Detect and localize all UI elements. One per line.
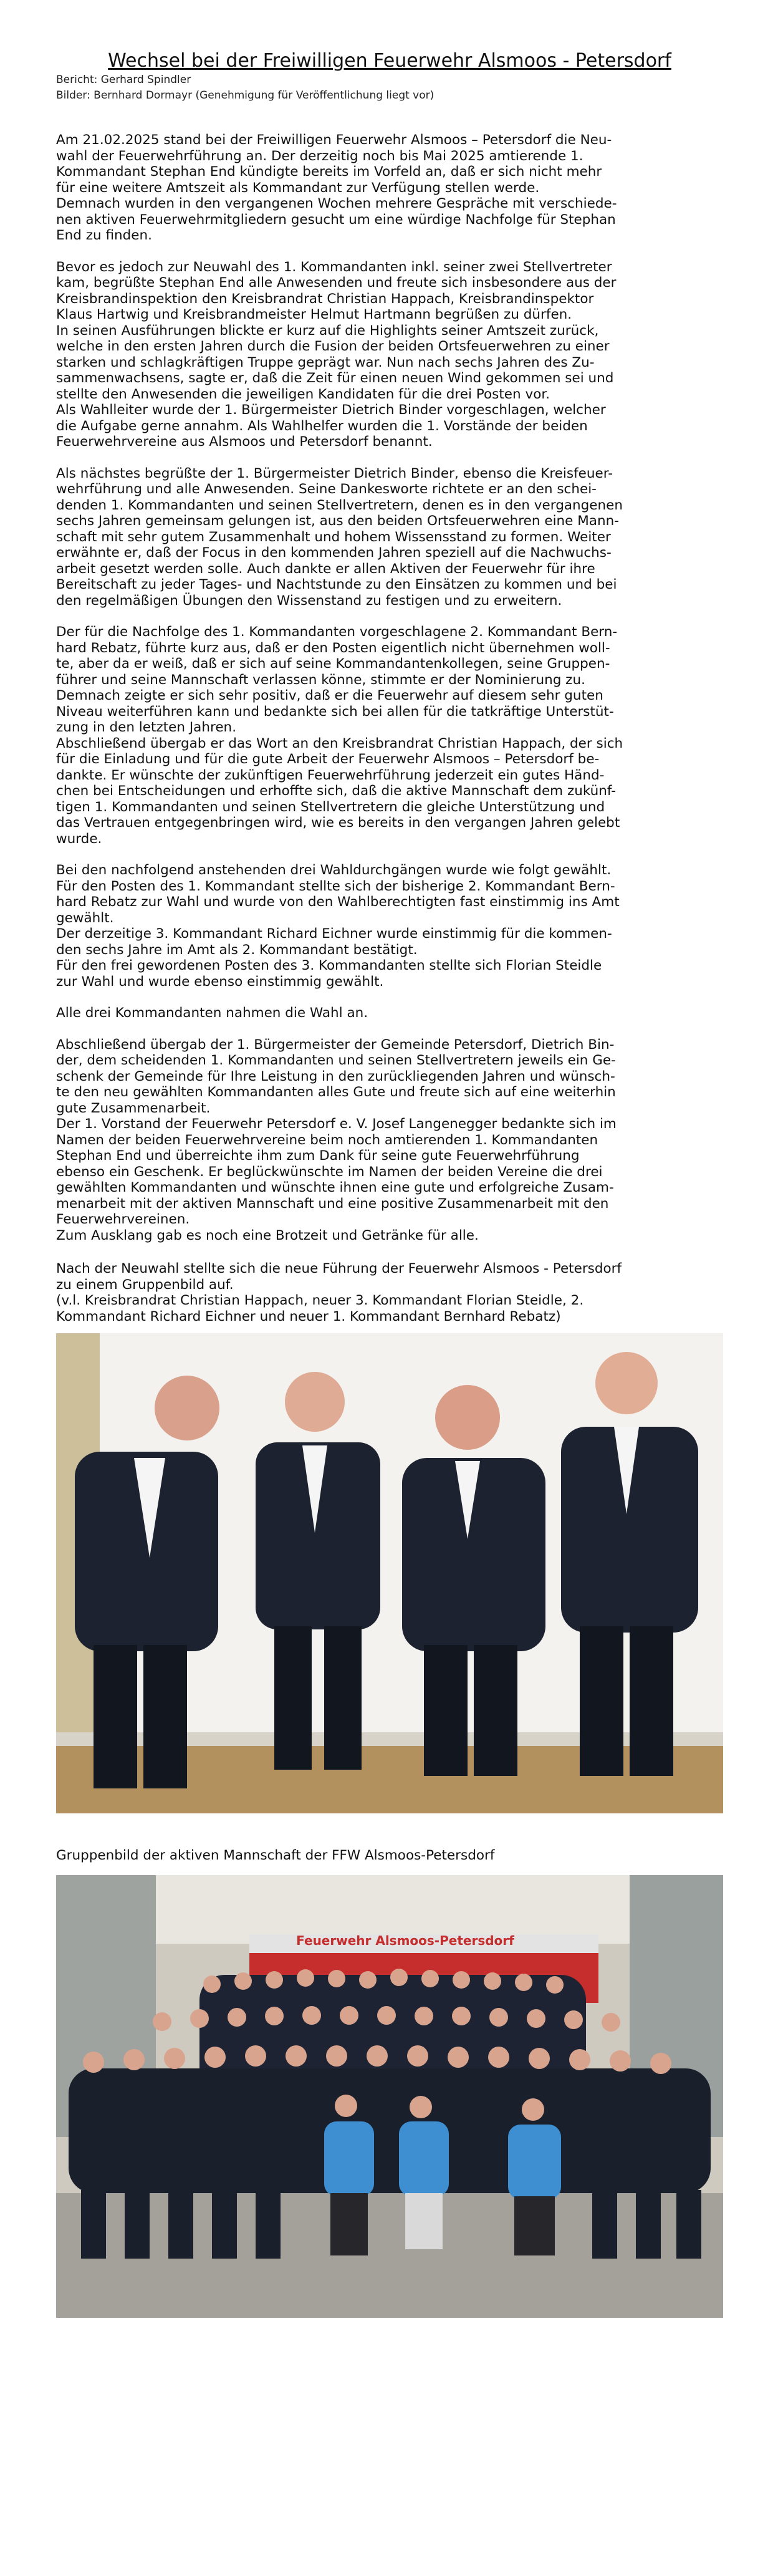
paragraph-line: Als nächstes begrüßte der 1. Bürgermeister Dietrich Binder, ebenso die Kreisfeuer- — [56, 465, 613, 481]
paragraph-line: wehrführung und alle Anwesenden. Seine Dankesworte richtete er an den schei- — [56, 481, 597, 497]
paragraph-line: für die Einladung und für die gute Arbeit der Feuerwehr Alsmoos – Petersdorf be- — [56, 751, 600, 767]
paragraph — [56, 132, 723, 244]
photo-caption-team: Gruppenbild der aktiven Mannschaft der FFW Alsmoos-Petersdorf — [56, 1848, 495, 1863]
leadership-photo-drawing — [56, 1333, 723, 1813]
paragraph-line: Für den frei gewordenen Posten des 3. Kommandanten stellte sich Florian Steidle — [56, 958, 602, 973]
paragraph-line: Niveau weiterführen kann und bedankte sich bei allen für die tatkräftige Unterstüt- — [56, 703, 614, 720]
paragraph — [56, 1037, 723, 1244]
paragraph-line: Feuerwehrvereine aus Alsmoos und Petersdorf benannt. — [56, 434, 433, 450]
paragraph-line: wurde. — [56, 831, 102, 847]
paragraph-line: Der für die Nachfolge des 1. Kommandanten vorgeschlagene 2. Kommandant Bern- — [56, 624, 618, 640]
paragraph-line: ebenso ein Geschenk. Er beglückwünschte im Namen der beiden Vereine die drei — [56, 1164, 603, 1180]
paragraph-line: zung in den letzten Jahren. — [56, 720, 237, 735]
caption-line: zu einem Gruppenbild auf. — [56, 1276, 234, 1293]
paragraph-line: gewählten Kommandanten und wünschte ihnen eine gute und erfolgreiche Zusam- — [56, 1180, 614, 1195]
paragraph-line: Am 21.02.2025 stand bei der Freiwilligen Feuerwehr Alsmoos – Petersdorf die Neu- — [56, 132, 612, 148]
paragraph-line: denden 1. Kommandanten und seinen Stellvertretern, denen es in den vergangenen — [56, 497, 623, 513]
photo-caption-leadership — [56, 1261, 723, 1324]
caption-line: Kommandant Richard Eichner und neuer 1. Kommandant Bernhard Rebatz) — [56, 1308, 561, 1324]
paragraph-line: zur Wahl und wurde ebenso einstimmig gewählt. — [56, 973, 384, 990]
paragraph — [56, 862, 723, 990]
paragraph-line: Demnach wurden in den vergangenen Wochen mehrere Gespräche mit verschiede- — [56, 196, 617, 211]
paragraph-line: stellte den Anwesenden die jeweiligen Kandidaten für die drei Posten vor. — [56, 386, 550, 402]
paragraph-line: gute Zusammenarbeit. — [56, 1100, 211, 1116]
paragraph-line: Stephan End und überreichte ihm zum Dank für seine gute Feuerwehrführung — [56, 1148, 580, 1164]
paragraph-line: Abschließend übergab er das Wort an den Kreisbrandrat Christian Happach, der sich — [56, 735, 623, 751]
team-photo — [56, 1875, 723, 2318]
paragraph-line: das Vertrauen entgegenbringen wird, wie es bereits in den vergangen Jahren gelebt — [56, 815, 620, 831]
paragraph-line: sammenwachsens, sagte er, daß die Zeit für einen neuen Wind gekommen sei und — [56, 370, 614, 386]
paragraph-line: dankte. Er wünschte der zukünftigen Feuerwehrführung jederzeit ein gutes Händ- — [56, 767, 605, 783]
paragraph-line: die Aufgabe gerne annahm. Als Wahlhelfer wurden die 1. Vorstände der beiden — [56, 418, 588, 434]
paragraph-line: nen aktiven Feuerwehrmitgliedern gesucht um eine würdige Nachfolge für Stephan — [56, 211, 616, 228]
paragraph-line: führer und seine Mannschaft verlassen könne, stimmte er der Nominierung zu. — [56, 672, 585, 688]
paragraph-line: schaft mit sehr gutem Zusammenhalt und hohem Wissensstand zu formen. Weiter — [56, 529, 611, 545]
paragraph-line: Demnach zeigte er sich sehr positiv, daß er die Feuerwehr auf diesem sehr guten — [56, 688, 603, 703]
paragraph — [56, 466, 723, 609]
paragraph-line: End zu finden. — [56, 228, 152, 243]
paragraph-line: Als Wahlleiter wurde der 1. Bürgermeister Dietrich Binder vorgeschlagen, welcher — [56, 402, 606, 418]
paragraph-line: sechs Jahren gemeinsam gelungen ist, aus den beiden Ortsfeuerwehren eine Mann- — [56, 513, 619, 529]
paragraph-line: In seinen Ausführungen blickte er kurz auf die Highlights seiner Amtszeit zurück, — [56, 322, 599, 339]
paragraph-line: Der 1. Vorstand der Feuerwehr Petersdorf e. V. Josef Langenegger bedankte sich im — [56, 1116, 617, 1132]
paragraph-line: erwähnte er, daß der Focus in den kommenden Jahren speziell auf die Nachwuchs- — [56, 545, 612, 561]
paragraph-line: Bereitschaft zu jeder Tages- und Nachtstunde zu den Einsätzen zu kommen und bei — [56, 577, 617, 592]
paragraph-line: te den neu gewählten Kommandanten alles Gute und freute sich auf eine weiterhin — [56, 1084, 616, 1100]
paragraph — [56, 1005, 723, 1021]
paragraph-line: Namen der beiden Feuerwehrvereine beim noch amtierenden 1. Kommandanten — [56, 1132, 598, 1148]
paragraph-line: Zum Ausklang gab es noch eine Brotzeit und Getränke für alle. — [56, 1227, 479, 1243]
paragraph-line: kam, begrüßte Stephan End alle Anwesenden und freute sich insbesondere aus der — [56, 275, 617, 291]
paragraph-line: wahl der Feuerwehrführung an. Der derzeitig noch bis Mai 2025 amtierende 1. — [56, 148, 583, 164]
paragraph-line: Bevor es jedoch zur Neuwahl des 1. Kommandanten inkl. seiner zwei Stellvertreter — [56, 259, 612, 275]
paragraph-line: welche in den ersten Jahren durch die Fusion der beiden Ortsfeuerwehren zu einer — [56, 339, 610, 354]
paragraph-line: der, dem scheidenden 1. Kommandanten und seinen Stellvertretern jeweils ein Ge- — [56, 1053, 616, 1068]
paragraph-line: tigen 1. Kommandanten und seinen Stellvertretern die gleiche Unterstützung und — [56, 799, 605, 815]
paragraph-line: den regelmäßigen Übungen den Wissenstand zu festigen und zu erweitern. — [56, 592, 562, 609]
paragraph-line: Kommandant Stephan End kündigte bereits im Vorfeld an, daß er sich nicht mehr — [56, 164, 602, 180]
article — [56, 50, 723, 2318]
vehicle-lettering: Feuerwehr Alsmoos-Petersdorf — [296, 1932, 514, 1948]
paragraph — [56, 259, 723, 450]
paragraph-line: gewählt. — [56, 910, 114, 926]
leadership-photo — [56, 1333, 723, 1813]
paragraph-line: Der derzeitige 3. Kommandant Richard Eichner wurde einstimmig für die kommen- — [56, 926, 612, 942]
paragraph-line: hard Rebatz zur Wahl und wurde von den Wahlberechtigten fast einstimmig ins Amt — [56, 894, 620, 910]
team-photo-drawing — [56, 1875, 723, 2318]
paragraph-line: Abschließend übergab der 1. Bürgermeister der Gemeinde Petersdorf, Dietrich Bin- — [56, 1036, 615, 1053]
paragraph-line: Für den Posten des 1. Kommandant stellte sich der bisherige 2. Kommandant Bern- — [56, 878, 615, 894]
paragraph-line: hard Rebatz, führte kurz aus, daß er den Posten eigentlich nicht übernehmen woll- — [56, 640, 610, 656]
caption-line: (v.l. Kreisbrandrat Christian Happach, neuer 3. Kommandant Florian Steidle, 2. — [56, 1293, 584, 1308]
paragraph-line: Alle drei Kommandanten nahmen die Wahl an. — [56, 1005, 368, 1021]
paragraph-line: Feuerwehrvereinen. — [56, 1212, 190, 1227]
paragraph-line: chen bei Entscheidungen und erhoffte sich, daß die aktive Mannschaft dem zukünf- — [56, 783, 617, 799]
article-title: Wechsel bei der Freiwilligen Feuerwehr Alsmoos - Petersdorf — [108, 50, 671, 72]
report-credit: Bericht: Gerhard Spindler — [56, 74, 191, 86]
photo-credit: Bilder: Bernhard Dormayr (Genehmigung für Veröffentlichung liegt vor) — [56, 89, 435, 102]
paragraph — [56, 624, 723, 847]
paragraph-line: schenk der Gemeinde für Ihre Leistung in den zurückliegenden Jahren und wünsch- — [56, 1068, 615, 1084]
article-body — [56, 132, 723, 1243]
caption-line: Nach der Neuwahl stellte sich die neue Führung der Feuerwehr Alsmoos - Petersdorf — [56, 1261, 622, 1276]
paragraph-line: starken und schlagkräftigen Truppe geprägt war. Nun nach sechs Jahren des Zu- — [56, 354, 595, 370]
paragraph-line: Klaus Hartwig und Kreisbrandmeister Helmut Hartmann begrüßen zu dürfen. — [56, 307, 572, 322]
paragraph-line: menarbeit mit der aktiven Mannschaft und eine positive Zusammenarbeit mit den — [56, 1195, 609, 1212]
paragraph-line: Bei den nachfolgend anstehenden drei Wahldurchgängen wurde wie folgt gewählt. — [56, 862, 612, 878]
paragraph-line: Kreisbrandinspektion den Kreisbrandrat Christian Happach, Kreisbrandinspektor — [56, 291, 594, 307]
paragraph-line: den sechs Jahre im Amt als 2. Kommandant bestätigt. — [56, 942, 418, 958]
paragraph-line: te, aber da er weiß, daß er sich auf seine Kommandantenkollegen, seine Gruppen- — [56, 656, 610, 672]
paragraph-line: für eine weitere Amtszeit als Kommandant zur Verfügung stellen werde. — [56, 180, 540, 196]
paragraph-line: arbeit gesetzt werden solle. Auch dankte er allen Aktiven der Feuerwehr für ihre — [56, 561, 595, 577]
